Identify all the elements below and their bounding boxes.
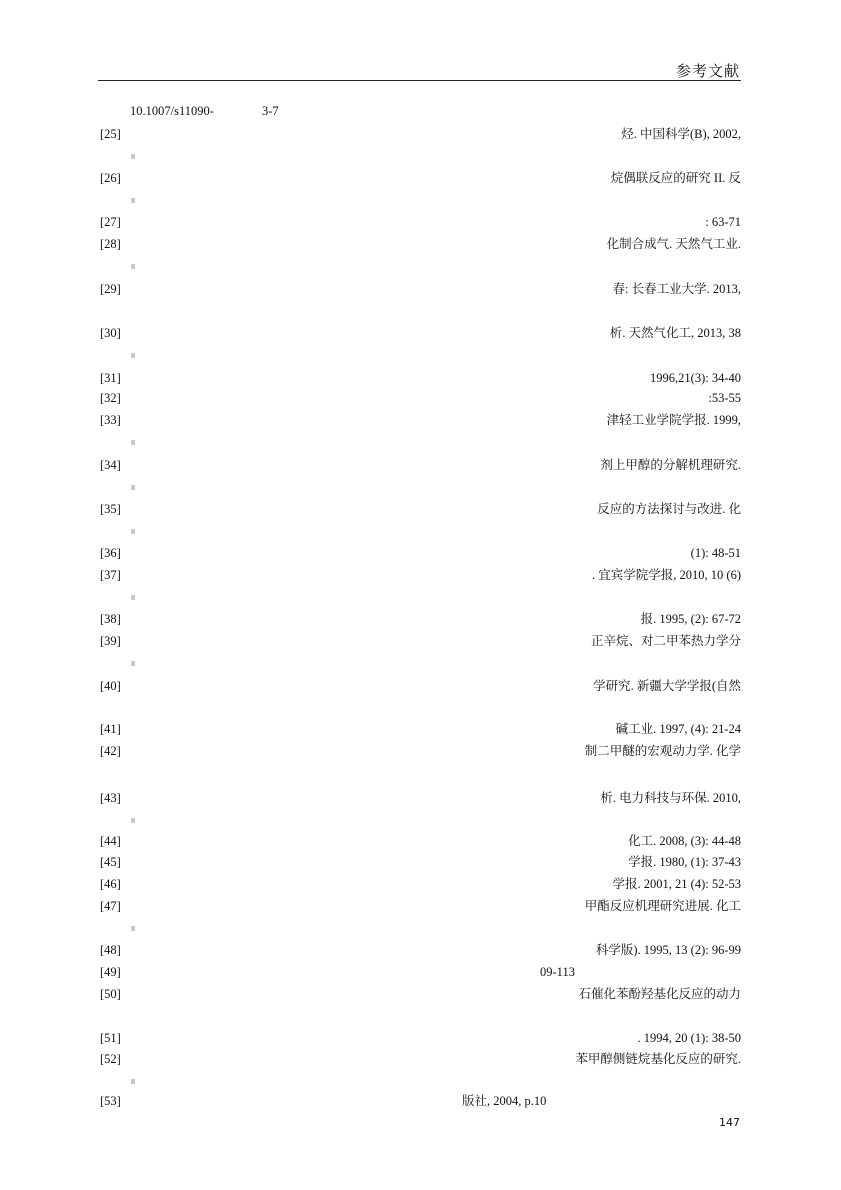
continuation-mark [131,485,135,490]
reference-fragment: 烃. 中国科学(B), 2002, [621,127,741,141]
continuation-mark [131,264,135,269]
continuation-mark [131,595,135,600]
continuation-mark [131,529,135,534]
reference-entry [0,370,841,386]
continuation-mark [131,818,135,823]
reference-number: [30] [100,326,121,340]
reference-number: [32] [100,391,121,405]
reference-number: [37] [100,568,121,582]
reference-continuation-line [0,589,841,605]
reference-number: [51] [100,1031,121,1045]
reference-continuation-line [0,479,841,495]
reference-number: [43] [100,791,121,805]
reference-entry [0,678,841,694]
reference-number: [33] [100,413,121,427]
reference-continuation-line [0,765,841,781]
reference-entry [0,611,841,627]
reference-entry [0,545,841,561]
reference-entry [0,964,841,980]
reference-entry [0,1051,841,1067]
reference-continuation-line [0,258,841,274]
reference-entry [0,1093,841,1109]
running-header-title: 参考文献 [675,62,740,80]
reference-continuation: 10.1007/s11090- [130,104,214,118]
reference-entry [0,876,841,892]
reference-number: [31] [100,371,121,385]
reference-number: [42] [100,744,121,758]
reference-entry [0,898,841,914]
reference-fragment: . 宜宾学院学报, 2010, 10 (6) [592,568,741,582]
reference-number: [27] [100,215,121,229]
reference-continuation-line [0,1008,841,1024]
reference-fragment: 版社, 2004, p.10 [462,1094,547,1108]
reference-fragment: 析. 天然气化工, 2013, 38 [609,326,741,340]
reference-entry [0,214,841,230]
reference-fragment: 碱工业. 1997, (4): 21-24 [615,722,741,736]
reference-continuation-line [0,812,841,828]
header-rule [98,80,741,81]
reference-entry [0,412,841,428]
reference-number: [41] [100,722,121,736]
reference-fragment: 苯甲醇侧链烷基化反应的研究. [575,1052,741,1066]
reference-fragment: 烷偶联反应的研究 II. 反 [610,171,741,185]
reference-number: [29] [100,282,121,296]
reference-entry [0,854,841,870]
reference-fragment: 津轻工业学院学报. 1999, [606,413,741,427]
reference-fragment: 科学版). 1995, 13 (2): 96-99 [595,943,741,957]
reference-number: [38] [100,612,121,626]
reference-number: [48] [100,943,121,957]
reference-fragment: 1996,21(3): 34-40 [650,371,741,385]
continuation-mark [131,440,135,445]
reference-entry [0,942,841,958]
reference-fragment: 甲酯反应机理研究进展. 化工 [584,899,741,913]
reference-fragment: 09-113 [540,965,575,979]
reference-number: [26] [100,171,121,185]
reference-continuation-line [0,700,841,716]
reference-number: [46] [100,877,121,891]
reference-continuation-line [0,434,841,450]
reference-fragment: :53-55 [708,391,741,405]
reference-number: [44] [100,834,121,848]
reference-entry [0,501,841,517]
reference-entry [0,457,841,473]
reference-continuation-line [0,523,841,539]
reference-fragment: 化工. 2008, (3): 44-48 [628,834,741,848]
continuation-mark [131,661,135,666]
page-number: 147 [719,1116,740,1129]
continuation-mark [131,353,135,358]
reference-entry [0,126,841,142]
reference-entry [0,721,841,737]
reference-number: [53] [100,1094,121,1108]
reference-number: [28] [100,237,121,251]
reference-number: [39] [100,634,121,648]
reference-fragment: 析. 电力科技与环保. 2010, [600,791,741,805]
reference-fragment: 报. 1995, (2): 67-72 [640,612,741,626]
reference-number: [52] [100,1052,121,1066]
reference-continuation-line [0,655,841,671]
reference-fragment: 正辛烷、对二甲苯热力学分 [590,634,741,648]
reference-continuation-line [0,920,841,936]
reference-entry [0,790,841,806]
reference-entry [0,236,841,252]
reference-fragment: (1): 48-51 [690,546,741,560]
reference-number: [45] [100,855,121,869]
reference-fragment: . 1994, 20 (1): 38-50 [637,1031,741,1045]
reference-number: [49] [100,965,121,979]
reference-fragment: 石催化苯酚羟基化反应的动力 [578,987,741,1001]
reference-fragment: : 63-71 [705,215,741,229]
reference-number: [40] [100,679,121,693]
reference-continuation-line [0,347,841,363]
reference-fragment: 学研究. 新疆大学学报(自然 [593,679,741,693]
reference-entry [0,743,841,759]
reference-fragment: 剂上甲醇的分解机理研究. [600,458,741,472]
reference-fragment: 学报. 1980, (1): 37-43 [628,855,741,869]
reference-number: [25] [100,127,121,141]
reference-entry [0,325,841,341]
reference-number: [34] [100,458,121,472]
reference-fragment: 制二甲醚的宏观动力学. 化学 [584,744,741,758]
continuation-mark [131,1079,135,1084]
reference-fragment: 春: 长春工业大学. 2013, [612,282,741,296]
reference-entry [0,833,841,849]
reference-continuation-line [0,1073,841,1089]
reference-entry [0,986,841,1002]
reference-number: [50] [100,987,121,1001]
reference-entry [0,170,841,186]
reference-fragment: 化制合成气. 天然气工业. [606,237,741,251]
reference-fragment: 学报. 2001, 21 (4): 52-53 [612,877,741,891]
reference-entry [0,281,841,297]
reference-fragment: 3-7 [262,104,279,118]
continuation-mark [131,198,135,203]
reference-number: [35] [100,502,121,516]
reference-continuation-line [0,303,841,319]
reference-entry [0,633,841,649]
reference-entry [0,390,841,406]
reference-fragment: 反应的方法探讨与改进. 化 [597,502,741,516]
reference-number: [36] [100,546,121,560]
reference-continuation-line [0,148,841,164]
reference-entry [0,567,841,583]
reference-entry [0,1030,841,1046]
reference-continuation-line [0,192,841,208]
reference-line [0,103,841,119]
continuation-mark [131,154,135,159]
reference-number: [47] [100,899,121,913]
continuation-mark [131,926,135,931]
